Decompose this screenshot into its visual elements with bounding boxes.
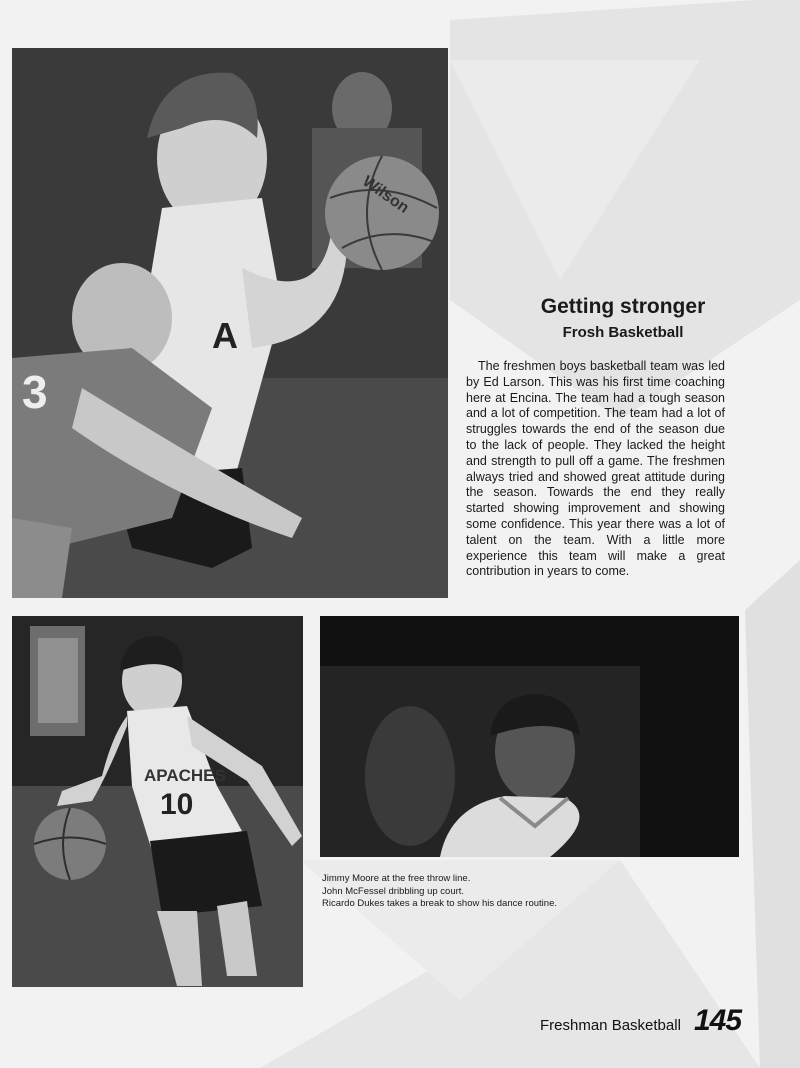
resting-player-photo: [320, 616, 739, 857]
ball-brand-text: Wilson: [359, 173, 412, 217]
footer-section-title: Freshman Basketball: [540, 1017, 681, 1034]
article-subheadline: Frosh Basketball: [562, 324, 684, 341]
caption-line: John McFessel dribbling up court.: [322, 885, 465, 897]
main-jersey-letter: A: [212, 315, 238, 356]
article-headline: Getting stronger: [540, 295, 706, 318]
article-body: The freshmen boys basketball team was led by Ed Larson. This was his first time coaching here at Encina. The team had a tough season and a lot of competition. The team had a lot of struggles towards the end of the season due to the lack of people. They lacked the height and strength to pull off a game. The freshmen always tried and showed great attitude during the season. Towards the end they really started showing improvement and showing some confidence. This year there was a lot of talent on the team. With a little more experience this team will make a great contribution in years to come.: [466, 359, 725, 579]
caption-line: Jimmy Moore at the free throw line.: [322, 873, 471, 884]
photo-captions: [322, 873, 652, 911]
dribble-jersey-number: 10: [160, 788, 194, 821]
dribble-jersey-text: APACHES: [144, 766, 226, 785]
opponent-jersey-number: 3: [22, 366, 48, 418]
page-number: 145: [694, 1004, 742, 1037]
main-player-photo: [12, 48, 448, 598]
caption-line: Ricardo Dukes takes a break to show his dance routine.: [322, 898, 557, 910]
dribbling-player-photo: [12, 616, 303, 987]
